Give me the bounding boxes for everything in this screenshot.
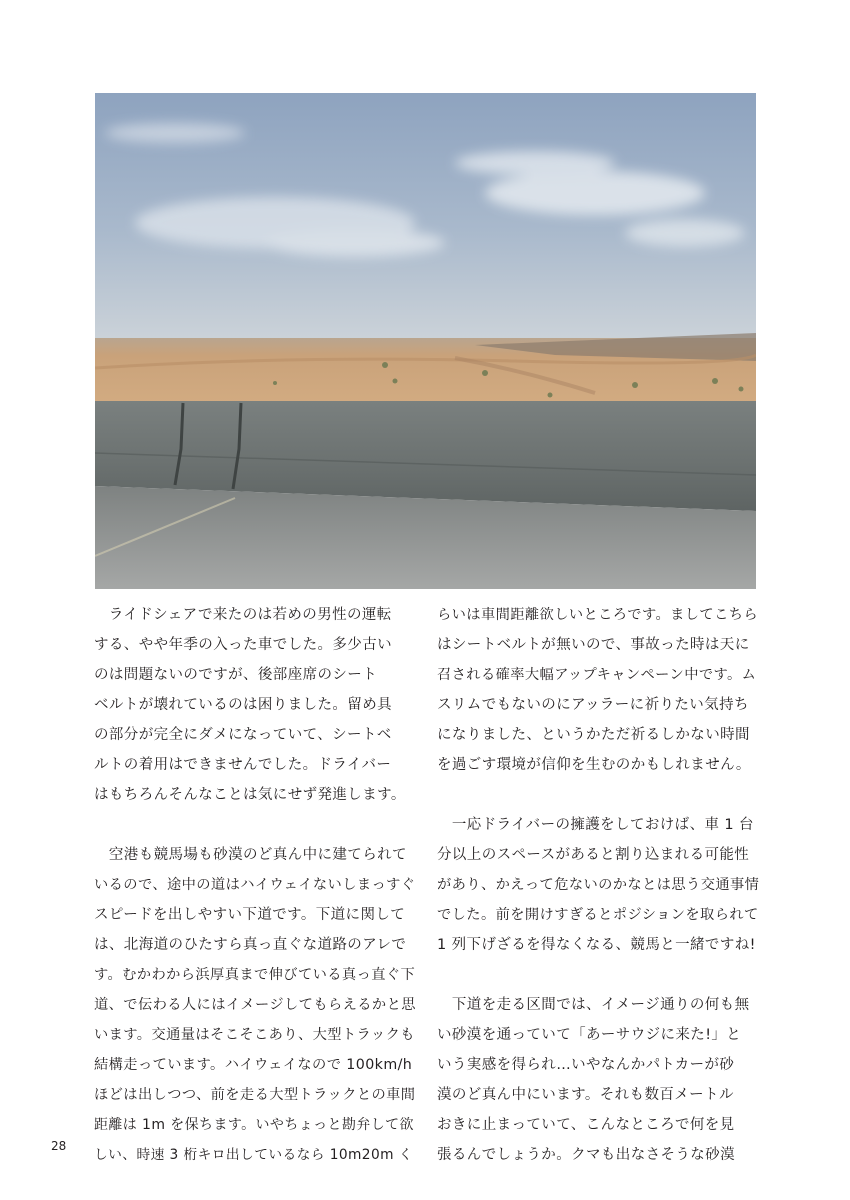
text-line: があり、かえって危ないのかなとは思う交通事情 — [437, 877, 760, 893]
text-line: いう実感を得られ…いやなんかパトカーが砂 — [437, 1057, 735, 1073]
text-line: 結構走っています。ハイウェイなので 100km/h — [94, 1057, 413, 1073]
text-line: ベルトが壊れているのは困りました。留め具 — [94, 697, 392, 713]
text-line: ルトの着用はできませんでした。ドライバー — [94, 757, 392, 773]
text-line: のは問題ないのですが、後部座席のシート — [94, 667, 378, 683]
paragraph — [437, 600, 759, 780]
text-line: になりました、というかただ祈るしかない時間 — [437, 727, 750, 743]
text-line: 一応ドライバーの擁護をしておけば、車 1 台 — [437, 817, 754, 833]
paragraph — [94, 600, 416, 810]
text-line: ライドシェアで来たのは若めの男性の運転 — [94, 607, 392, 623]
text-line: はシートベルトが無いので、事故った時は天に — [437, 637, 750, 653]
text-line: 道、で伝わる人にはイメージしてもらえるかと思 — [94, 997, 416, 1013]
desert-highway-photo — [95, 93, 756, 589]
text-line: おきに止まっていて、こんなところで何を見 — [437, 1117, 735, 1133]
text-line: 1 列下げざるを得なくなる、競馬と一緒ですね! — [437, 937, 756, 953]
text-line: を過ごす環境が信仰を生むのかもしれません。 — [437, 757, 751, 773]
text-line: する、やや年季の入った車でした。多少古い — [94, 637, 392, 653]
text-line: しい、時速 3 桁キロ出しているなら 10m20m く — [94, 1147, 413, 1163]
text-line: 漠のど真ん中にいます。それも数百メートル — [437, 1087, 734, 1103]
text-line: でした。前を開けすぎるとポジションを取られて — [437, 907, 759, 923]
text-column-left — [94, 600, 416, 1200]
text-line: す。むかわから浜厚真まで伸びている真っ直ぐ下 — [94, 967, 416, 983]
text-line: スピードを出しやすい下道です。下道に関して — [94, 907, 406, 923]
page-number: 28 — [51, 1139, 67, 1153]
text-line: 距離は 1m を保ちます。いやちょっと勘弁して欲 — [94, 1117, 414, 1133]
text-line: スリムでもないのにアッラーに祈りたい気持ち — [437, 697, 749, 713]
text-line: 召される確率大幅アップキャンペーン中です。ム — [437, 667, 757, 683]
text-line: 空港も競馬場も砂漠のど真ん中に建てられて — [94, 847, 407, 863]
text-line: は、北海道のひたすら真っ直ぐな道路のアレで — [94, 937, 407, 953]
photo-illustration — [95, 93, 756, 589]
text-line: 張るんでしょうか。クマも出なさそうな砂漠 — [437, 1147, 735, 1163]
paragraph — [437, 810, 759, 960]
text-line: いるので、途中の道はハイウェイないしまっすぐ — [94, 877, 416, 893]
text-line: 分以上のスペースがあると割り込まれる可能性 — [437, 847, 750, 863]
text-line: の部分が完全にダメになっていて、シートベ — [94, 727, 392, 743]
paragraph — [437, 990, 759, 1170]
text-column-right — [437, 600, 759, 1200]
text-line: い砂漠を通っていて「あーサウジに来た!」と — [437, 1027, 742, 1043]
paragraph — [94, 840, 416, 1170]
text-line: はもちろんそんなことは気にせず発進します。 — [94, 787, 406, 803]
text-line: います。交通量はそこそこあり、大型トラックも — [94, 1027, 415, 1043]
text-line: ほどは出しつつ、前を走る大型トラックとの車間 — [94, 1087, 416, 1103]
text-line: 下道を走る区間では、イメージ通りの何も無 — [437, 997, 750, 1013]
text-line: らいは車間距離欲しいところです。ましてこちら — [437, 607, 759, 623]
